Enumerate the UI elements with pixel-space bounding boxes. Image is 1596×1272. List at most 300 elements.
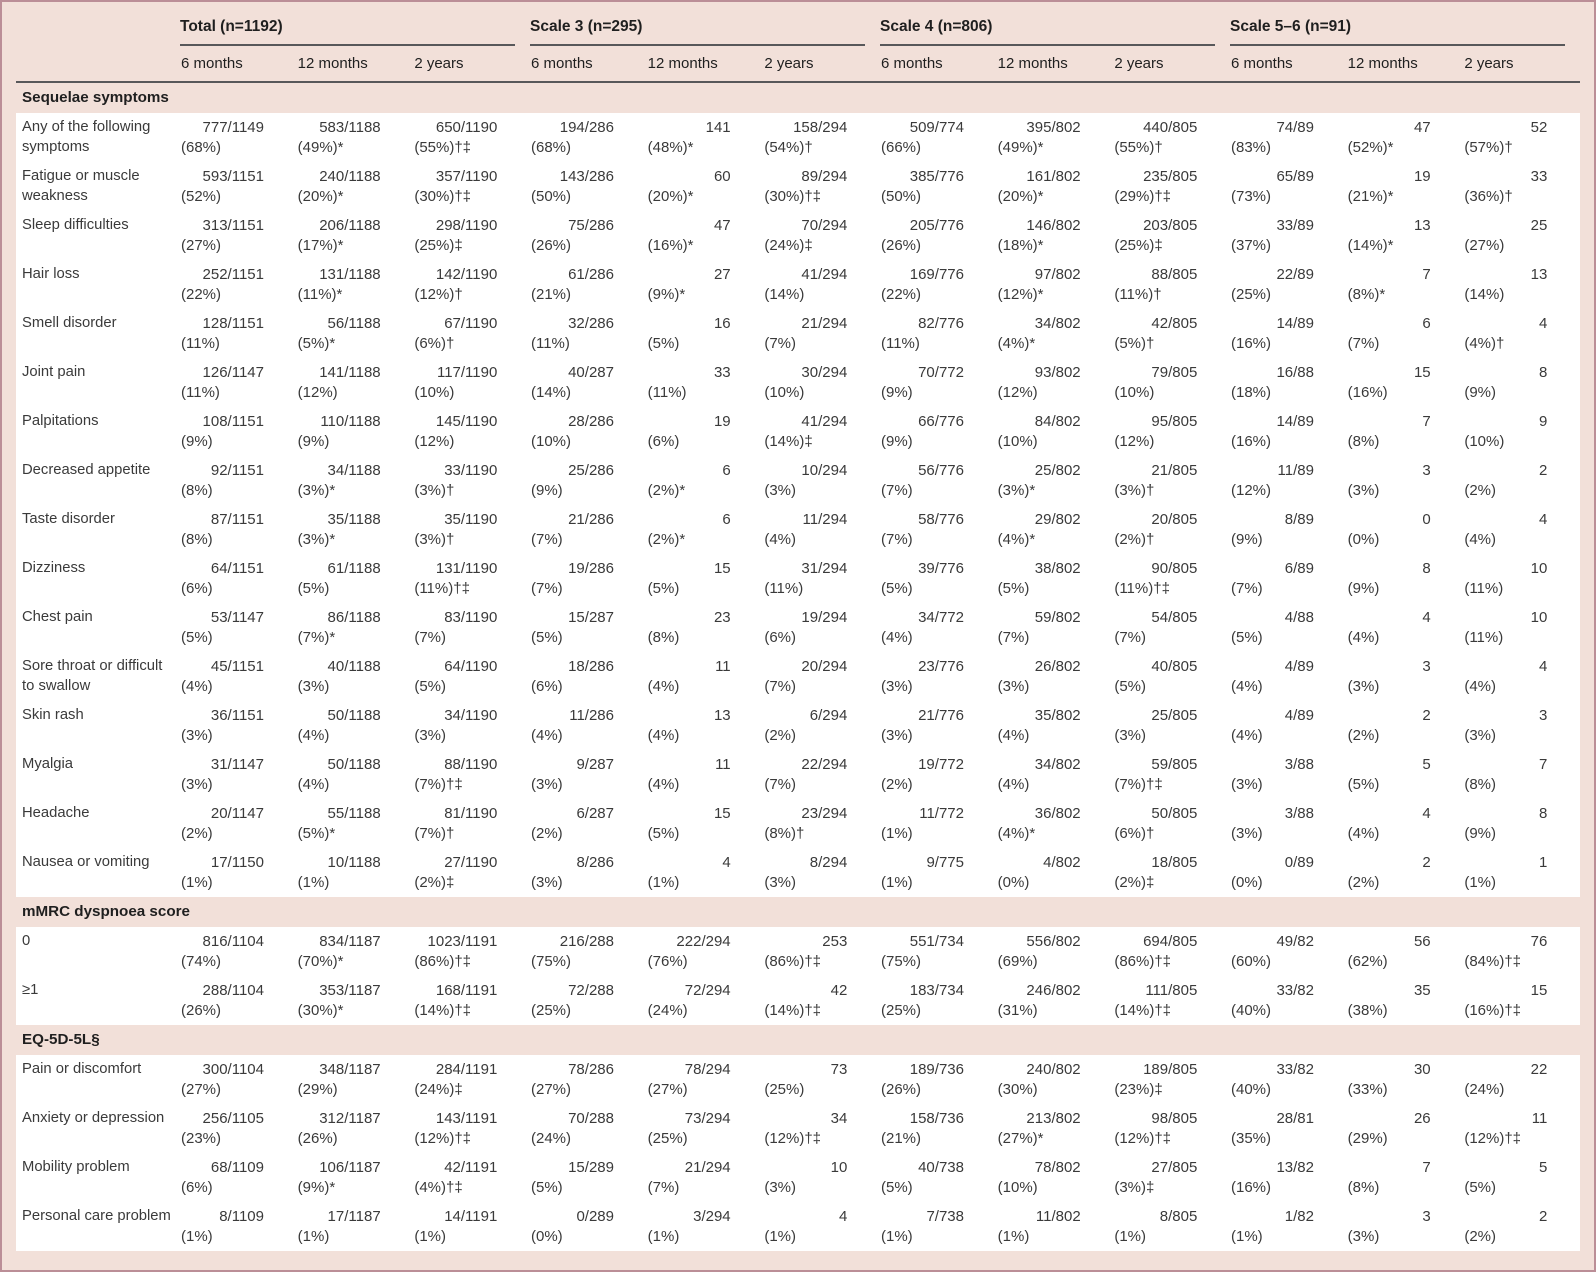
value-percent: (2%) <box>181 824 213 842</box>
value-count: 141/1188 <box>319 364 381 381</box>
data-cell <box>297 981 414 1020</box>
value-percent: (16%) <box>1230 1178 1271 1196</box>
value-percent: (7%) <box>880 481 913 499</box>
value-percent: (12%)†‡ <box>764 1129 822 1147</box>
data-cell <box>880 118 997 157</box>
data-cell <box>1463 314 1580 353</box>
table-row <box>16 1104 1580 1153</box>
data-cell <box>413 853 530 892</box>
data-cell <box>997 608 1114 647</box>
value-percent: (3%) <box>764 1178 796 1196</box>
value-count: 8 <box>1538 364 1548 381</box>
value-count: 298/1190 <box>435 217 498 234</box>
row-label: Personal care problem <box>22 1208 171 1224</box>
value-percent: (2%) <box>530 824 563 842</box>
data-cell <box>647 265 764 304</box>
value-count: 72/294 <box>684 982 731 999</box>
value-percent: (8%) <box>1464 775 1496 793</box>
value-percent: (23%)‡ <box>1114 1080 1163 1098</box>
data-cell <box>880 559 997 598</box>
data-cell <box>647 118 764 157</box>
value-count: 66/776 <box>918 413 964 430</box>
value-count: 9/287 <box>576 756 614 773</box>
data-cell <box>180 1158 297 1197</box>
data-cell <box>1347 167 1464 206</box>
value-percent: (7%) <box>530 579 563 597</box>
value-percent: (0%) <box>1230 873 1263 891</box>
value-percent: (12%)†‡ <box>1114 1129 1172 1147</box>
value-percent: (24%)‡ <box>414 1080 463 1098</box>
value-percent: (12%)†‡ <box>414 1129 472 1147</box>
header-spacer <box>16 46 180 81</box>
data-cell <box>1347 216 1464 255</box>
value-count: 81/1190 <box>444 805 498 822</box>
value-percent: (11%) <box>181 334 220 352</box>
data-cell <box>647 559 764 598</box>
value-percent: (5%) <box>1114 677 1146 695</box>
value-count: 33/82 <box>1276 1061 1314 1078</box>
value-count: 59/802 <box>1034 609 1081 626</box>
data-cell <box>297 167 414 206</box>
value-count: 158/736 <box>909 1110 964 1127</box>
value-count: 20/294 <box>801 658 848 675</box>
table-row <box>16 750 1580 799</box>
data-cell <box>880 510 997 549</box>
table-row <box>16 927 1580 976</box>
value-percent: (27%) <box>181 1080 222 1098</box>
value-count: 8/286 <box>576 854 614 871</box>
data-cell <box>1113 1158 1230 1197</box>
data-cell <box>297 1158 414 1197</box>
value-count: 42 <box>830 982 848 999</box>
data-cell <box>647 1060 764 1099</box>
column-header: 12 months <box>1347 55 1418 72</box>
value-percent: (8%) <box>1347 1178 1380 1196</box>
value-count: 3/294 <box>693 1208 731 1225</box>
data-cell <box>1347 853 1464 892</box>
data-cell <box>530 981 647 1020</box>
value-count: 19/286 <box>568 560 614 577</box>
value-percent: (2%) <box>880 775 913 793</box>
data-cell <box>763 804 880 843</box>
data-cell <box>1463 981 1580 1020</box>
value-count: 240/802 <box>1026 1061 1081 1078</box>
value-count: 40/805 <box>1151 658 1198 675</box>
row-label: Palpitations <box>22 413 99 429</box>
value-count: 7 <box>1538 756 1548 773</box>
value-percent: (7%) <box>764 334 796 352</box>
value-count: 56/776 <box>918 462 964 479</box>
data-cell <box>763 657 880 696</box>
value-count: 83/1190 <box>444 609 498 626</box>
value-percent: (1%) <box>880 873 913 891</box>
data-cell <box>1463 1109 1580 1148</box>
value-percent: (3%)† <box>414 530 455 548</box>
value-percent: (4%)* <box>997 530 1036 548</box>
value-percent: (2%)* <box>647 530 686 548</box>
data-cell <box>1463 510 1580 549</box>
value-count: 11 <box>715 658 731 675</box>
section-title: EQ-5D-5L§ <box>16 1025 1580 1055</box>
data-cell <box>1463 559 1580 598</box>
data-cell <box>880 981 997 1020</box>
data-cell <box>763 608 880 647</box>
data-cell <box>763 118 880 157</box>
data-cell <box>1230 1060 1347 1099</box>
group-header-row <box>16 10 1580 46</box>
table-row <box>16 1202 1580 1251</box>
data-cell <box>1463 932 1580 971</box>
value-count: 2 <box>1538 462 1548 479</box>
value-percent: (55%)† <box>1114 138 1163 156</box>
value-percent: (7%)* <box>297 628 336 646</box>
data-cell <box>297 461 414 500</box>
value-count: 9/775 <box>926 854 964 871</box>
row-label: Smell disorder <box>22 315 117 331</box>
column-header: 6 months <box>1230 55 1293 72</box>
data-cell <box>530 559 647 598</box>
data-cell <box>530 167 647 206</box>
value-percent: (36%)† <box>1464 187 1513 205</box>
data-cell <box>997 853 1114 892</box>
value-percent: (25%) <box>530 1001 571 1019</box>
value-percent: (35%) <box>1230 1129 1271 1147</box>
value-count: 17/1150 <box>210 854 264 871</box>
value-count: 35/1190 <box>444 511 498 528</box>
data-cell <box>1113 1207 1230 1246</box>
value-percent: (8%) <box>181 481 213 499</box>
value-percent: (9%) <box>1347 579 1380 597</box>
data-cell <box>647 804 764 843</box>
data-cell <box>297 510 414 549</box>
table-row <box>16 603 1580 652</box>
value-count: 27 <box>713 266 731 283</box>
data-cell <box>530 510 647 549</box>
data-cell <box>647 657 764 696</box>
data-cell <box>1230 853 1347 892</box>
value-percent: (11%)* <box>297 285 343 303</box>
value-percent: (5%)* <box>297 824 336 842</box>
row-label: Chest pain <box>22 609 93 625</box>
value-percent: (1%) <box>1464 873 1496 891</box>
value-percent: (10%) <box>1114 383 1155 401</box>
column-header: 2 years <box>1114 55 1164 72</box>
value-percent: (9%) <box>880 383 913 401</box>
value-count: 13 <box>1530 266 1548 283</box>
value-percent: (3%)† <box>1114 481 1155 499</box>
value-count: 551/734 <box>909 933 964 950</box>
row-label: Any of the following symptoms <box>22 119 151 155</box>
value-percent: (3%)* <box>297 530 336 548</box>
data-cell <box>180 216 297 255</box>
value-count: 143/1191 <box>435 1110 498 1127</box>
value-count: 556/802 <box>1026 933 1081 950</box>
value-count: 25/286 <box>568 462 614 479</box>
data-cell <box>413 559 530 598</box>
data-cell <box>763 216 880 255</box>
value-percent: (3%) <box>880 726 913 744</box>
value-percent: (2%)† <box>1114 530 1155 548</box>
value-percent: (4%) <box>1464 530 1496 548</box>
value-percent: (14%) <box>1464 285 1505 303</box>
value-count: 256/1105 <box>202 1110 264 1127</box>
value-percent: (4%) <box>647 726 680 744</box>
value-count: 64/1151 <box>210 560 264 577</box>
group-header-label: Total (n=1192) <box>180 18 515 46</box>
value-count: 5 <box>1422 756 1431 773</box>
value-percent: (14%)†‡ <box>414 1001 472 1019</box>
value-percent: (75%) <box>530 952 571 970</box>
data-cell <box>763 363 880 402</box>
data-cell <box>530 314 647 353</box>
data-cell <box>530 932 647 971</box>
data-cell <box>180 932 297 971</box>
value-count: 23 <box>713 609 731 626</box>
data-cell <box>1347 412 1464 451</box>
value-count: 8/294 <box>809 854 848 871</box>
value-percent: (16%) <box>1230 334 1271 352</box>
value-count: 222/294 <box>676 933 731 950</box>
value-count: 816/1104 <box>202 933 264 950</box>
value-percent: (12%)* <box>997 285 1044 303</box>
value-percent: (37%) <box>1230 236 1271 254</box>
data-cell <box>180 981 297 1020</box>
value-percent: (7%) <box>1347 334 1380 352</box>
data-cell <box>997 118 1114 157</box>
value-count: 41/294 <box>801 413 848 430</box>
data-cell <box>997 412 1114 451</box>
data-cell <box>880 932 997 971</box>
data-cell <box>180 608 297 647</box>
value-count: 235/805 <box>1143 168 1198 185</box>
value-count: 40/1188 <box>327 658 381 675</box>
value-count: 78/286 <box>568 1061 614 1078</box>
value-count: 4 <box>1422 609 1431 626</box>
value-percent: (8%) <box>647 628 680 646</box>
value-percent: (48%)* <box>647 138 694 156</box>
value-percent: (12%) <box>414 432 455 450</box>
data-cell <box>880 265 997 304</box>
value-percent: (2%)‡ <box>414 873 455 891</box>
table-row <box>16 407 1580 456</box>
table-row <box>16 358 1580 407</box>
data-cell <box>413 510 530 549</box>
value-percent: (11%) <box>647 383 687 401</box>
value-count: 95/805 <box>1151 413 1198 430</box>
value-percent: (0%) <box>997 873 1030 891</box>
value-percent: (1%) <box>297 873 330 891</box>
table-row <box>16 1153 1580 1202</box>
data-cell <box>297 1109 414 1148</box>
row-label: Taste disorder <box>22 511 115 527</box>
value-percent: (3%) <box>297 677 330 695</box>
data-cell <box>647 853 764 892</box>
value-count: 8/805 <box>1159 1208 1198 1225</box>
value-percent: (76%) <box>647 952 688 970</box>
data-cell <box>1347 314 1464 353</box>
value-count: 284/1191 <box>435 1061 498 1078</box>
value-percent: (1%) <box>181 1227 213 1245</box>
value-count: 146/802 <box>1026 217 1081 234</box>
group-header <box>880 10 1230 46</box>
value-count: 1 <box>1538 854 1548 871</box>
value-percent: (4%)* <box>997 824 1036 842</box>
value-percent: (3%)* <box>297 481 336 499</box>
value-percent: (5%) <box>1464 1178 1496 1196</box>
value-count: 11 <box>1531 1110 1548 1127</box>
data-cell <box>997 559 1114 598</box>
value-count: 3/88 <box>1284 805 1314 822</box>
data-cell <box>1113 1109 1230 1148</box>
value-count: 21/286 <box>568 511 614 528</box>
data-cell <box>763 1109 880 1148</box>
data-cell <box>647 932 764 971</box>
header-spacer <box>16 10 180 46</box>
data-cell <box>1347 559 1464 598</box>
value-count: 4 <box>838 1208 848 1225</box>
data-cell <box>1463 1158 1580 1197</box>
value-percent: (83%) <box>1230 138 1271 156</box>
value-count: 70/288 <box>568 1110 614 1127</box>
value-percent: (25%) <box>1230 285 1271 303</box>
data-cell <box>647 314 764 353</box>
value-count: 16/88 <box>1276 364 1314 381</box>
data-cell <box>1113 314 1230 353</box>
value-percent: (33%) <box>1347 1080 1388 1098</box>
data-cell <box>1463 853 1580 892</box>
data-cell <box>1230 657 1347 696</box>
group-header <box>180 10 530 46</box>
data-cell <box>180 559 297 598</box>
data-cell <box>530 1060 647 1099</box>
data-cell <box>1230 216 1347 255</box>
data-cell <box>413 804 530 843</box>
value-percent: (1%) <box>1114 1227 1146 1245</box>
value-percent: (68%) <box>530 138 571 156</box>
value-count: 25/805 <box>1151 707 1198 724</box>
data-cell <box>997 1158 1114 1197</box>
value-count: 15 <box>1413 364 1431 381</box>
value-percent: (6%) <box>647 432 680 450</box>
value-count: 246/802 <box>1026 982 1081 999</box>
value-count: 106/1187 <box>319 1159 381 1176</box>
value-percent: (4%) <box>1464 677 1496 695</box>
data-cell <box>647 1158 764 1197</box>
value-count: 353/1187 <box>319 982 381 999</box>
value-count: 5 <box>1538 1159 1548 1176</box>
value-percent: (3%)‡ <box>1114 1178 1155 1196</box>
data-cell <box>763 1158 880 1197</box>
data-cell <box>180 1207 297 1246</box>
data-cell <box>997 1060 1114 1099</box>
value-percent: (2%) <box>1347 873 1380 891</box>
data-cell <box>1463 265 1580 304</box>
value-count: 4/88 <box>1284 609 1314 626</box>
value-percent: (68%) <box>181 138 222 156</box>
data-cell <box>1463 804 1580 843</box>
table-row <box>16 701 1580 750</box>
data-cell <box>530 118 647 157</box>
value-percent: (25%)‡ <box>1114 236 1163 254</box>
data-cell <box>413 314 530 353</box>
value-percent: (9%) <box>1464 383 1496 401</box>
row-label: Myalgia <box>22 756 73 772</box>
value-count: 73 <box>830 1061 848 1078</box>
value-count: 70/294 <box>801 217 848 234</box>
data-cell <box>1113 461 1230 500</box>
row-label: Skin rash <box>22 707 84 723</box>
data-cell <box>297 216 414 255</box>
value-percent: (9%) <box>297 432 330 450</box>
data-cell <box>880 657 997 696</box>
value-count: 41/294 <box>801 266 848 283</box>
data-cell <box>1113 981 1230 1020</box>
value-count: 0/289 <box>576 1208 614 1225</box>
data-cell <box>413 118 530 157</box>
value-count: 67/1190 <box>444 315 498 332</box>
value-percent: (1%) <box>181 873 213 891</box>
value-count: 49/82 <box>1276 933 1314 950</box>
value-count: 11/802 <box>1035 1208 1081 1225</box>
data-cell <box>180 755 297 794</box>
value-count: 21/294 <box>801 315 848 332</box>
value-percent: (29%)†‡ <box>1114 187 1172 205</box>
data-cell <box>1230 559 1347 598</box>
value-percent: (86%)†‡ <box>1114 952 1172 970</box>
value-count: 23/776 <box>918 658 964 675</box>
value-percent: (3%) <box>1230 824 1263 842</box>
value-percent: (26%) <box>880 236 921 254</box>
data-cell <box>413 1109 530 1148</box>
value-percent: (2%) <box>1464 481 1496 499</box>
value-count: 1/82 <box>1284 1208 1314 1225</box>
value-count: 10 <box>1530 560 1548 577</box>
value-count: 2 <box>1538 1208 1548 1225</box>
value-percent: (38%) <box>1347 1001 1388 1019</box>
value-count: 4 <box>1422 805 1431 822</box>
value-percent: (14%)* <box>1347 236 1394 254</box>
data-cell <box>997 932 1114 971</box>
value-count: 17/1187 <box>327 1208 381 1225</box>
value-count: 29/802 <box>1034 511 1081 528</box>
value-percent: (6%) <box>181 1178 213 1196</box>
data-cell <box>1113 1060 1230 1099</box>
data-cell <box>647 363 764 402</box>
value-count: 31/1147 <box>210 756 264 773</box>
value-percent: (5%) <box>647 824 680 842</box>
value-count: 18/805 <box>1151 854 1198 871</box>
value-percent: (2%) <box>1347 726 1380 744</box>
value-count: 4 <box>722 854 731 871</box>
value-count: 11/772 <box>919 805 964 822</box>
value-percent: (3%) <box>181 775 213 793</box>
data-cell <box>880 216 997 255</box>
value-count: 19 <box>713 413 731 430</box>
value-percent: (11%) <box>1464 628 1504 646</box>
data-cell <box>647 706 764 745</box>
data-cell <box>997 1207 1114 1246</box>
data-cell <box>1463 118 1580 157</box>
data-cell <box>1463 608 1580 647</box>
value-count: 35/802 <box>1034 707 1081 724</box>
value-percent: (3%) <box>764 481 796 499</box>
data-cell <box>180 1109 297 1148</box>
data-cell <box>647 981 764 1020</box>
data-cell <box>1347 461 1464 500</box>
value-count: 18/286 <box>568 658 614 675</box>
value-count: 203/805 <box>1143 217 1198 234</box>
table-header <box>16 10 1580 83</box>
